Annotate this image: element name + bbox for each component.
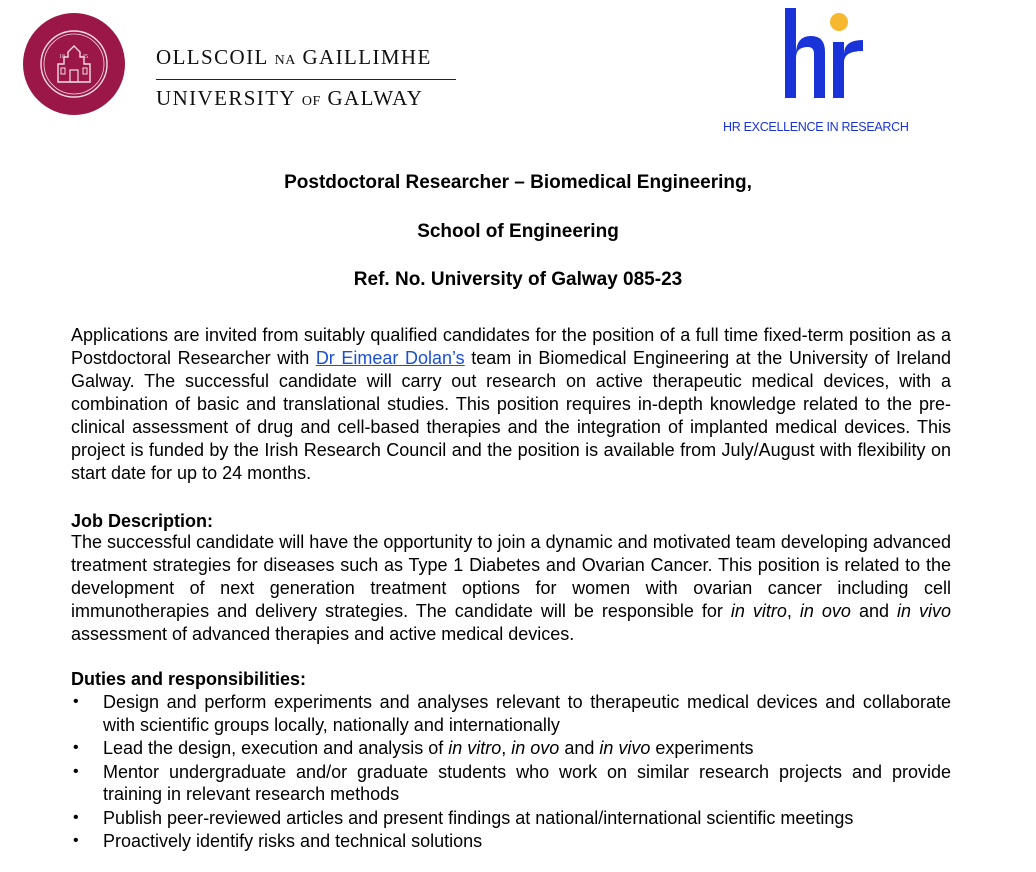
reference-number: Ref. No. University of Galway 085-23 (353, 269, 683, 290)
list-item: • Proactively identify risks and technical solutions (73, 831, 483, 851)
bullet-icon: • (73, 762, 79, 780)
university-name-irish: OLLSCOIL NA GAILLIMHE (156, 44, 456, 80)
seal-year-left: 18 (59, 54, 65, 60)
job-title: Postdoctoral Researcher – Biomedical Engineering, (284, 172, 752, 193)
university-name-english: UNIVERSITY OF GALWAY (156, 86, 424, 110)
bullet-icon: • (73, 693, 79, 710)
dr-eimear-dolan-link[interactable]: Dr Eimear Dolan’s (315, 348, 465, 368)
duties-heading: Duties and responsibilities: (71, 669, 307, 689)
university-name-logo (156, 44, 456, 115)
seal-year-right: 45 (82, 54, 88, 60)
bullet-icon: • (73, 739, 79, 756)
list-item: • Mentor undergraduate and/or graduate students who work on similar research projects and provide training in relevant research methods (73, 761, 951, 804)
university-seal-logo (22, 12, 126, 116)
job-description-heading: Job Description: (71, 511, 214, 531)
duties-list (71, 691, 951, 854)
job-description-paragraph: The successful candidate will have the opportunity to join a dynamic and motivated team developing advanced treatment strategies for diseases such as Type 1 Diabetes and Ovarian Cancer. This position is related to the development of next generation treatment options for women with ovarian cancer including cell immunotherapies and delivery strategies. The candidate will be responsible for in vitro, in ovo and in vivo assessment of advanced therapies and active medical devices. (71, 532, 951, 644)
bullet-icon: • (73, 808, 79, 826)
list-item: • Design and perform experiments and analyses relevant to therapeutic medical devices and collaborate with scientific groups locally, nationally and internationally (73, 692, 951, 735)
list-item: • Publish peer-reviewed articles and present findings at national/international scientific meetings (73, 807, 854, 828)
bullet-icon: • (73, 832, 79, 849)
hr-excellence-caption: HR EXCELLENCE IN RESEARCH (723, 120, 909, 134)
intro-paragraph: Applications are invited from suitably qualified candidates for the position of a full time fixed-term position as a Postdoctoral Researcher with Dr Eimear Dolan’s team in Biomedical Engineering at the University of Ireland Galway. The successful candidate will carry out research on active therapeutic medical devices, with a combination of basic and translational studies. This position requires in-depth knowledge related to the pre-clinical assessment of drug and cell-based therapies and the integration of implanted medical devices. This project is funded by the Irish Research Council and the position is available from July/August with flexibility on start date for up to 24 months. (71, 325, 952, 483)
school-name: School of Engineering (417, 221, 619, 242)
hr-excellence-logo (783, 6, 865, 102)
list-item: • Lead the design, execution and analysis of in vitro, in ovo and in vivo experiments (73, 738, 754, 758)
